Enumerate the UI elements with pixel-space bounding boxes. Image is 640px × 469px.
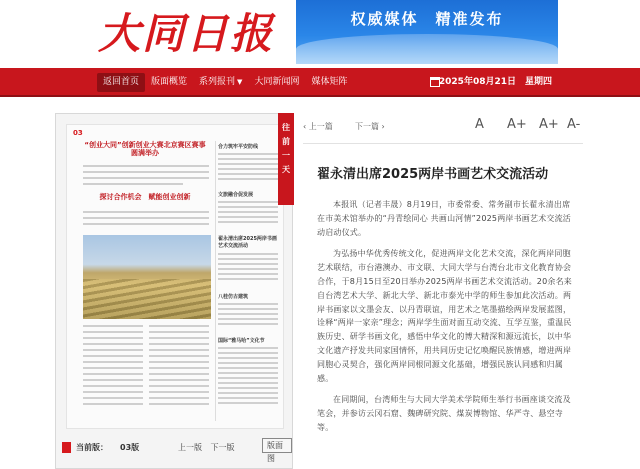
top-banner[interactable] [296,0,558,64]
thumbnail-side-title[interactable]: 八桂仿古建筑 [218,294,249,300]
text-line [149,379,209,381]
text-line [218,367,278,369]
text-line [218,153,278,155]
content-area [55,113,585,469]
thumbnail-side-title[interactable]: 文旅融合促发展 [218,192,254,198]
text-line [83,373,143,375]
text-line [83,183,183,185]
thumbnail-side-title[interactable]: 国际“雅马哈”文化节 [218,338,265,344]
text-line [149,373,209,375]
text-line [218,163,278,165]
text-line [83,211,209,213]
text-line [83,385,143,387]
article-paragraph: 本报讯（记者丰晟）8月19日，市委常委、常务副市长翟永清出席在市美术馆举办的“丹青绘同心 共画山河情”2025两岸书画艺术交流活动启动仪式。 [317,200,571,237]
text-line [83,355,143,357]
photo-field-texture [83,279,211,319]
font-default-button[interactable]: A [475,117,484,132]
text-line [149,385,209,387]
text-line [149,343,209,345]
current-date: 2025年08月21日 星期四 [438,77,552,87]
text-line [83,349,143,351]
text-line [83,343,143,345]
text-line [149,325,209,327]
banner-wave-decoration [296,34,558,64]
text-line [218,382,278,384]
thumbnail-headline-1[interactable]: “创业大同”创新创业大赛北京赛区赛事圆满举办 [84,141,206,157]
prev-article-label: 上一篇 [308,122,333,131]
text-line [218,397,278,399]
thumbnail-side-title[interactable]: 翟永清出席2025两岸书画艺术交流活动 [218,236,277,249]
nav-series-label: 系列报刊 [199,77,236,87]
text-line [83,165,209,167]
text-line [218,168,278,170]
masthead [0,0,640,68]
text-line [149,361,209,363]
text-line [218,216,278,218]
text-line [218,362,278,364]
font-increase-button[interactable]: A+ [507,117,527,132]
text-line [218,308,278,310]
text-line [218,258,278,260]
thumbnail-side-title[interactable]: 合力筑牢平安防线 [218,144,259,150]
nav-overview-label: 版面概览 [151,77,188,87]
newspaper-page-thumbnail[interactable] [66,124,284,429]
chevron-right-icon: › [379,122,385,131]
text-line [218,377,278,379]
page-preview-panel [55,113,293,469]
text-line [83,361,143,363]
text-line [218,387,278,389]
toolbar-divider [303,143,583,144]
font-largest-button[interactable]: A+ [539,117,559,132]
page-number-tag: 03 [73,129,83,137]
nav-overview[interactable] [145,73,193,92]
text-line [218,278,278,280]
text-line [218,357,278,359]
text-line [218,313,278,315]
banner-slogan: 权威媒体 精准发布 [350,10,504,28]
page-footer-bar [56,434,292,468]
chevron-left-icon: ‹ [303,122,309,131]
text-line [83,337,143,339]
next-article-label: 下一篇 [355,122,379,131]
text-line [83,223,209,225]
text-line [218,206,278,208]
text-line [218,392,278,394]
article-title: 翟永清出席2025两岸书画艺术交流活动 [317,167,549,182]
text-line [218,158,278,160]
nav-news-site[interactable] [248,73,305,92]
text-line [149,349,209,351]
text-line [83,379,143,381]
text-line [218,402,278,404]
previous-day-tab[interactable] [278,113,294,205]
text-line [218,347,278,349]
text-line [218,323,278,325]
text-line [218,173,278,175]
text-line [218,318,278,320]
prev-article-link[interactable] [303,121,333,132]
text-line [83,217,209,219]
text-line [83,171,209,173]
nav-home-label: 返回首页 [103,77,140,87]
text-line [149,397,209,399]
text-line [218,221,278,223]
text-line [83,325,143,327]
pdf-icon[interactable] [62,442,71,453]
text-line [218,273,278,275]
nav-news-site-label: 大同新闻网 [254,77,300,87]
text-line [149,391,209,393]
font-decrease-button[interactable]: A- [567,117,581,132]
text-line [218,263,278,265]
previous-day-tab-label: 往前一天 [282,123,290,174]
nav-series[interactable] [193,73,248,92]
text-line [149,367,209,369]
text-line [149,331,209,333]
thumbnail-photo[interactable] [83,235,211,319]
text-line [149,337,209,339]
text-line [83,331,143,333]
text-line [218,303,278,305]
text-line [83,177,209,179]
article-paragraph: 在同期间，台湾师生与大同大学美术学院师生举行书画座谈交流及笔会，并参访云冈石窟、魏碑研究院、煤炭博物馆、华严寺、悬空寺等。 [317,395,571,432]
text-line [218,211,278,213]
text-line [149,403,209,405]
text-line [83,397,143,399]
text-line [218,352,278,354]
text-line [218,253,278,255]
article-toolbar [303,117,583,137]
current-page-label: 当前版： [76,443,108,452]
thumbnail-right-column [215,141,279,421]
text-line [218,268,278,270]
current-page-value: 03版 [120,443,140,452]
text-line [149,355,209,357]
prev-page-link[interactable]: 上一版 [178,443,202,452]
nav-menu [97,73,353,92]
text-line [83,391,143,393]
chevron-down-icon: ▼ [237,78,243,86]
text-line [218,178,278,180]
nav-media-matrix[interactable] [305,73,353,92]
text-line [218,372,278,374]
text-line [83,403,143,405]
nav-media-matrix-label: 媒体矩阵 [311,77,348,87]
text-line [218,201,278,203]
article-paragraph: 为弘扬中华优秀传统文化，促进两岸文化艺术交流，深化两岸同胞艺术联结，市台港澳办、市文联、大同大学与台湾台北市文化教育协会合作，于8月15日至20日举办2025两岸书画艺术交流活动。20余名来自台湾艺术大学、新北大学、新北市泰光中学的师生参加此次活动。两岸书画家以文墨会友、以丹青联谊，用艺术之笔墨描绘两岸发展蓝图，诠释“两岸一家亲”理念；两岸学生面对面互动交流、互学互鉴，重温民族历史、研学书画文化，感悟中华文化的博大精深和源远流长，以中华文化遗产抒发共同家国情怀，用共同历史记忆唤醒民族情感，增进两岸同胞心灵契合，强化两岸同根同源文化基础，增强民族认同感和归属感。 [317,249,572,383]
next-page-link[interactable]: 下一版 [210,443,235,452]
main-navbar [0,68,640,97]
text-line [83,367,143,369]
nav-home[interactable] [97,73,145,92]
article-body [317,198,578,443]
layout-view-button[interactable]: 版面图 [262,438,292,453]
next-article-link[interactable] [355,121,385,132]
newspaper-logo[interactable]: 大同日报 [98,9,275,58]
page-pager [178,442,241,453]
thumbnail-headline-2[interactable]: 探讨合作机会 赋能创业创新 [99,193,191,201]
